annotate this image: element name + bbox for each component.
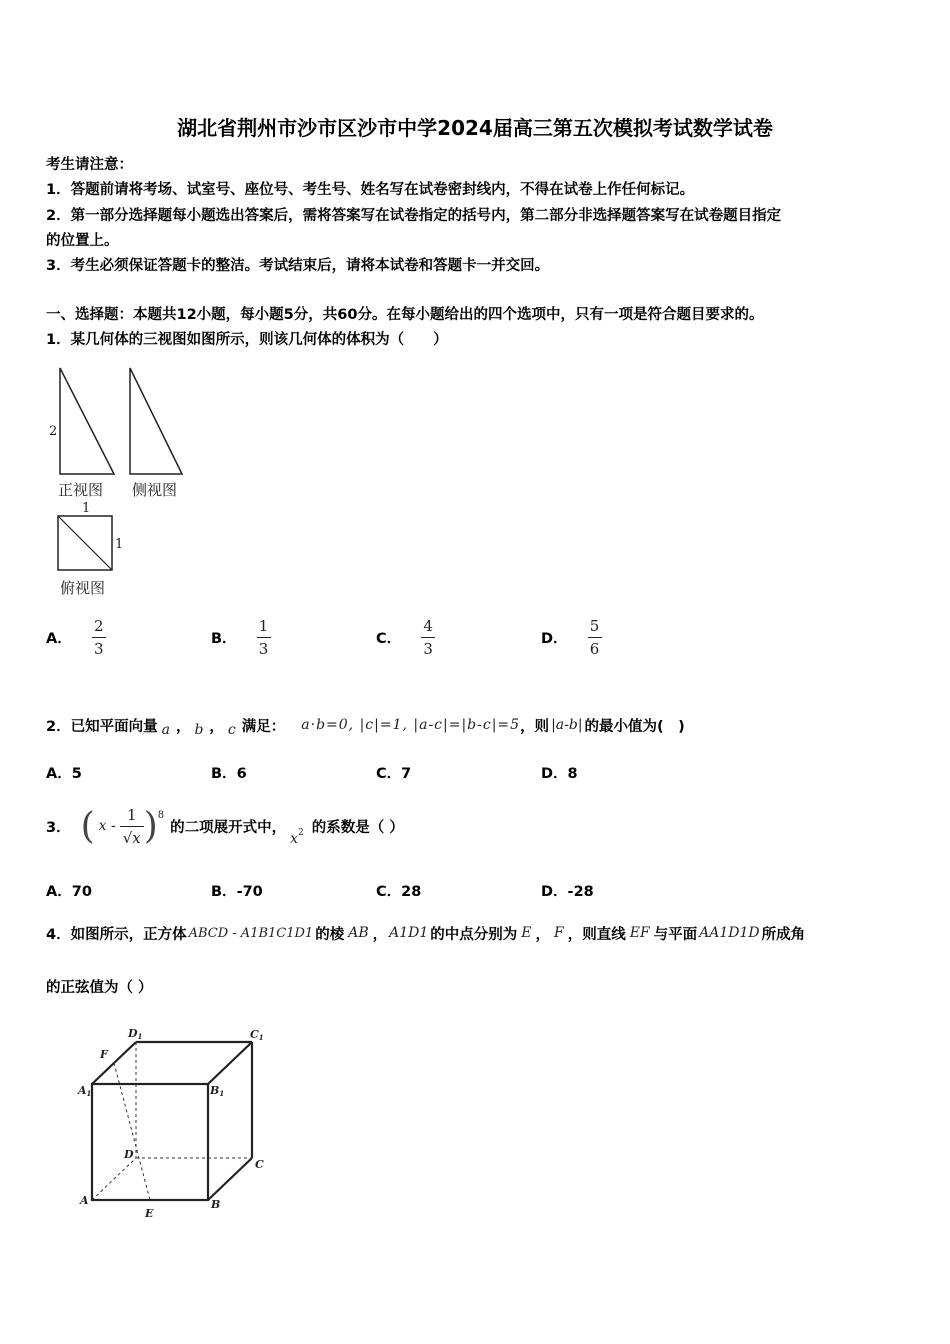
- q3-option-d[interactable]: D．-28: [541, 884, 594, 900]
- section-heading: 一、选择题：本题共12小题，每小题5分，共60分。在每小题给出的四个选项中，只有一项是符合题目要求的。: [46, 307, 764, 323]
- q3-stem: 3． ( x - $\frac{1}{√x}$ ) 8 的二项展开式中， x 2 的系数是（ ）: [46, 805, 404, 847]
- cube-solid-edges: [92, 1042, 252, 1200]
- q4-stem-cont: 的正弦值为（ ）: [46, 980, 153, 996]
- front-view-shape: [60, 368, 114, 474]
- q2-option-a[interactable]: A．5: [46, 766, 82, 782]
- q3-option-b[interactable]: B．-70: [211, 884, 263, 900]
- top-view-shape: [58, 516, 112, 570]
- option-fraction: $\frac{2}{3}$: [92, 618, 106, 657]
- q2-option-d[interactable]: D．8: [541, 766, 578, 782]
- q3-option-a[interactable]: A．70: [46, 884, 92, 900]
- top-view-caption: 俯视图: [60, 579, 106, 597]
- q4-cube-figure: [70, 1025, 290, 1225]
- notice-heading: 考生请注意：: [46, 157, 133, 173]
- option-fraction: $\frac{5}{6}$: [588, 618, 602, 657]
- option-label: C．: [376, 631, 402, 647]
- q3-expression: ( x - $\frac{1}{√x}$ ) 8: [80, 805, 165, 847]
- height-label: 2: [49, 424, 58, 439]
- label-e: E: [145, 1207, 154, 1220]
- width-label: 1: [82, 501, 91, 516]
- front-view-caption: 正视图: [58, 481, 104, 499]
- notice-item-3: 3．考生必须保证答题卡的整洁。考试结束后，请将本试卷和答题卡一并交回。: [46, 258, 550, 274]
- label-c: C: [255, 1158, 264, 1171]
- q1-option-d[interactable]: [541, 618, 602, 657]
- option-label: D．: [541, 631, 568, 647]
- label-d: D: [124, 1148, 134, 1161]
- notice-item-2: 2．第一部分选择题每小题选出答案后，需将答案写在试卷指定的括号内，第二部分非选择题答案写在试卷题目指定: [46, 208, 782, 224]
- q1-option-a[interactable]: [46, 618, 106, 657]
- notice-item-2-cont: 的位置上。: [46, 233, 119, 249]
- label-a1: A1: [78, 1084, 92, 1098]
- q2-condition: a·b=0, |c|=1, |a-c|=|b-c|=5: [301, 717, 521, 733]
- label-c1: C1: [250, 1028, 264, 1042]
- depth-label: 1: [115, 537, 124, 552]
- label-f: F: [100, 1048, 108, 1061]
- label-b: B: [211, 1198, 221, 1211]
- option-fraction: $\frac{1}{3}$: [257, 618, 271, 657]
- label-b1: B1: [210, 1084, 225, 1098]
- q1-stem: 1．某几何体的三视图如图所示，则该几何体的体积为（ ）: [46, 332, 448, 348]
- q1-option-c[interactable]: [376, 618, 435, 657]
- q2-stem: 2．已知平面向量 a ， b ， c 满足： a·b=0, |c|=1, |a-c|=|b-c|=5 ，则 |a-b| 的最小值为( ): [46, 717, 685, 738]
- q4-cube: ABCD - A1B1C1D1: [188, 925, 314, 941]
- q2-option-b[interactable]: B．6: [211, 766, 247, 782]
- option-label: B．: [211, 631, 237, 647]
- option-fraction: $\frac{4}{3}$: [421, 618, 435, 657]
- q3-option-c[interactable]: C．28: [376, 884, 422, 900]
- side-view-shape: [130, 368, 182, 474]
- q2-target: |a-b|: [551, 717, 583, 733]
- notice-item-1: 1．答题前请将考场、试室号、座位号、考生号、姓名写在试卷密封线内，不得在试卷上作任何标记。: [46, 182, 695, 198]
- label-a: A: [80, 1194, 89, 1207]
- option-label: A．: [46, 631, 72, 647]
- q2-option-c[interactable]: C．7: [376, 766, 412, 782]
- q4-stem: 4．如图所示，正方体 ABCD - A1B1C1D1 的棱 AB ， A1D1 的中点分别为 E ， F ，则直线 EF 与平面 AA1D1D 所成角: [46, 925, 806, 943]
- paper-title: 湖北省荆州市沙市区沙市中学2024届高三第五次模拟考试数学试卷: [177, 116, 773, 140]
- side-view-caption: 侧视图: [132, 481, 178, 499]
- q1-option-b[interactable]: [211, 618, 271, 657]
- label-d1: D1: [128, 1027, 143, 1041]
